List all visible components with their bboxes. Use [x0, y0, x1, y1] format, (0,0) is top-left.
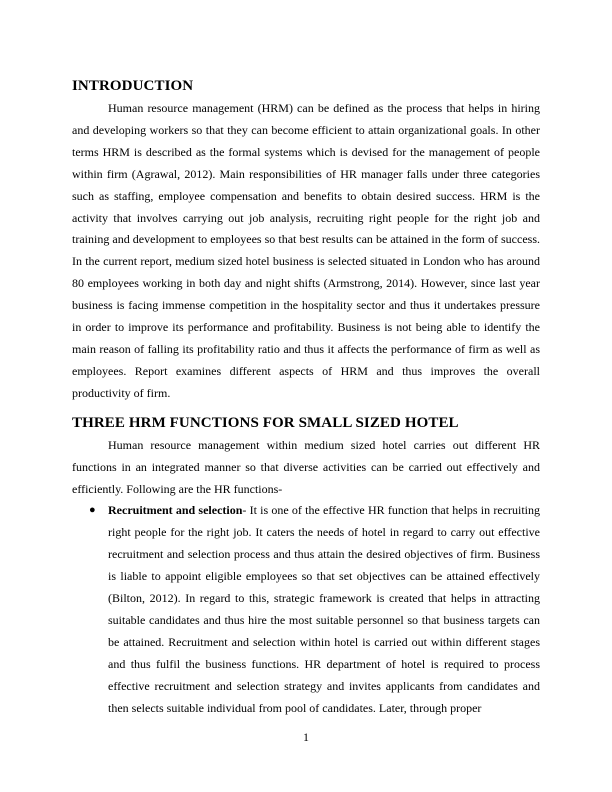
bullet-term: Recruitment and selection	[108, 503, 243, 518]
bullet-icon: ●	[89, 504, 96, 517]
page-number: 1	[303, 730, 309, 744]
bullet-text: - It is one of the effective HR function that helps in recruiting right people for the right job. It caters the needs of hotel in regard to carry out effective recruitment and selection process and thus attain the desired objectives of firm. Business is liable to appoint eligible employees so that set objectives can be attained effectively (Bilton, 2012). In regard to this, strategic framework is created that helps in attracting suitable candidates and thus hire the most suitable personnel so that business targets can be attained. Recruitment and selection within hotel is carried out within different stages and thus fulfil the business functions. HR department of hotel is required to process effective recruitment and selection strategy and invites applicants from candidates and then selects suitable individual from pool of candidates. Later, through proper	[108, 503, 540, 715]
section-heading-introduction: INTRODUCTION	[72, 78, 194, 94]
list-item-recruitment	[72, 500, 540, 719]
section-heading-hrm-functions: THREE HRM FUNCTIONS FOR SMALL SIZED HOTEL	[72, 414, 459, 431]
hrm-functions-list	[72, 500, 540, 719]
page-content	[72, 76, 540, 719]
hrm-functions-paragraph: Human resource management within medium sized hotel carries out different HR functions in an integrated manner so that diverse activities can be carried out effectively and efficiently. Following are the HR functions-	[72, 437, 540, 496]
introduction-paragraph: Human resource management (HRM) can be defined as the process that helps in hiring and developing workers so that they can become efficient to attain organizational goals. In other terms HRM is described as the formal systems which is devised for the management of people within firm (Agrawal, 2012). Main responsibilities of HR manager falls under three categories such as staffing, employee compensation and benefits to obtain desired success. HRM is the activity that involves carrying out job analysis, recruiting right people for the right job and training and development to employees so that best results can be attained in the form of success. In the current report, medium sized hotel business is selected situated in London who has around 80 employees working in both day and night shifts (Armstrong, 2014). However, since last year business is facing immense competition in the hospitality sector and thus it undertakes pressure in order to improve its performance and profitability. Business is not being able to identify the main reason of falling its profitability ratio and thus it affects the performance of firm as well as employees. Report examines different aspects of HRM and thus improves the overall productivity of firm.	[72, 101, 540, 400]
